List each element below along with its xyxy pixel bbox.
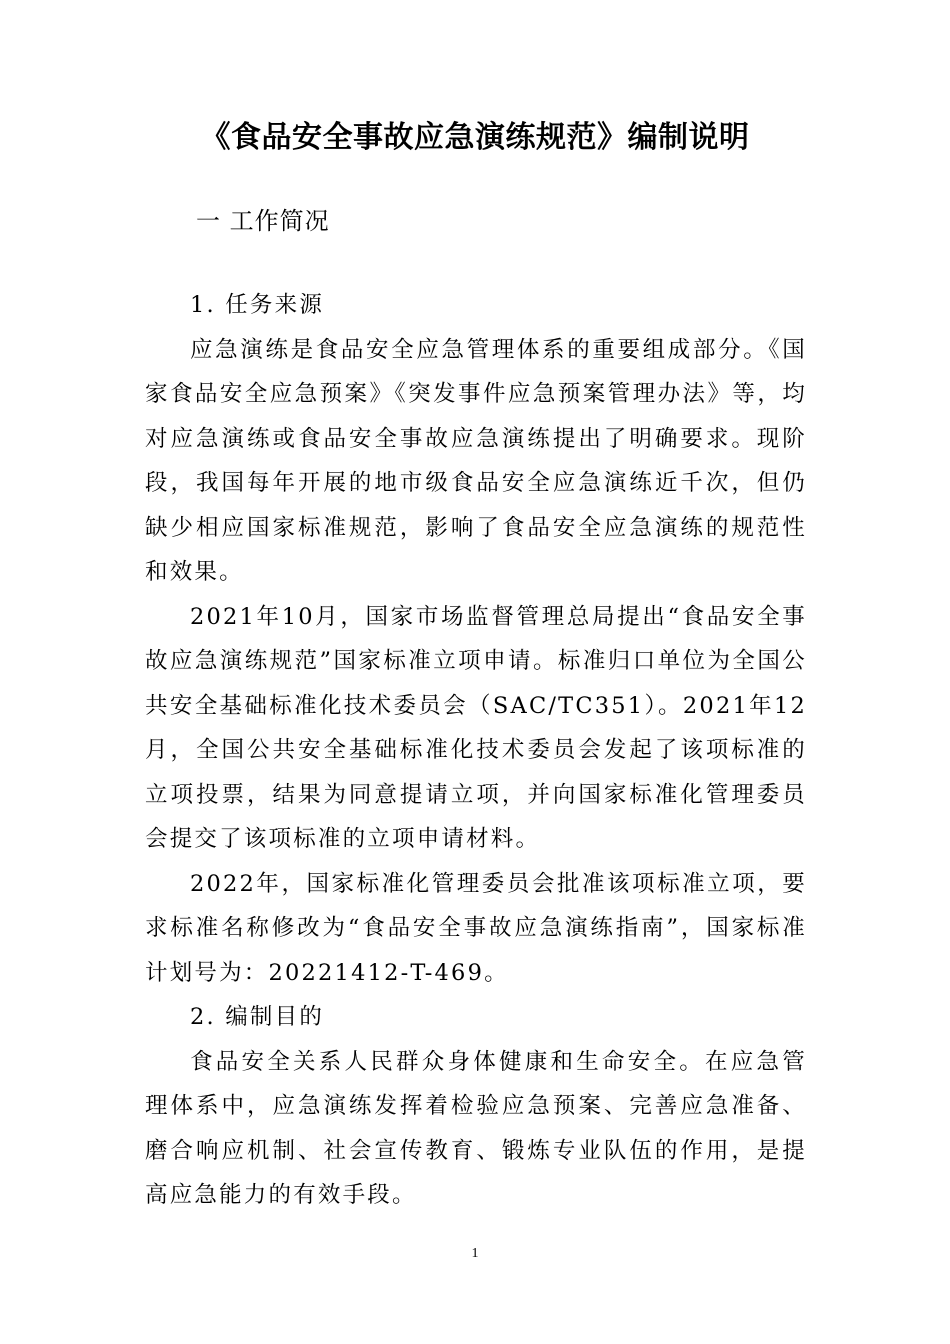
paragraph: 应急演练是食品安全应急管理体系的重要组成部分。《国家食品安全应急预案》《突发事件应急预案管理办法》等，均对应急演练或食品安全事故应急演练提出了明确要求。现阶段，我国每年开展的地市级食品安全应急演练近千次，但仍缺少相应国家标准规范，影响了食品安全应急演练的规范性和效果。 [145, 336, 807, 585]
page-number: 1 [471, 1246, 479, 1261]
section-heading-work-overview: 一 工作简况 [196, 207, 330, 235]
document-title: 《食品安全事故应急演练规范》编制说明 [200, 120, 750, 155]
document-body [145, 283, 807, 1218]
subsection-heading-task-source: 1. 任务来源 [190, 292, 325, 318]
subsection-heading-purpose: 2. 编制目的 [190, 1004, 325, 1030]
paragraph: 食品安全关系人民群众身体健康和生命安全。在应急管理体系中，应急演练发挥着检验应急预案、完善应急准备、磨合响应机制、社会宣传教育、锻炼专业队伍的作用，是提高应急能力的有效手段。 [145, 1048, 807, 1208]
paragraph: 2021年10月，国家市场监督管理总局提出“食品安全事故应急演练规范”国家标准立项申请。标准归口单位为全国公共安全基础标准化技术委员会（SAC/TC351）。2021年12月，全国公共安全基础标准化技术委员会发起了该项标准的立项投票，结果为同意提请立项，并向国家标准化管理委员会提交了该项标准的立项申请材料。 [145, 603, 807, 852]
paragraph: 2022年，国家标准化管理委员会批准该项标准立项，要求标准名称修改为“食品安全事故应急演练指南”，国家标准计划号为：20221412-T-469。 [145, 870, 807, 986]
